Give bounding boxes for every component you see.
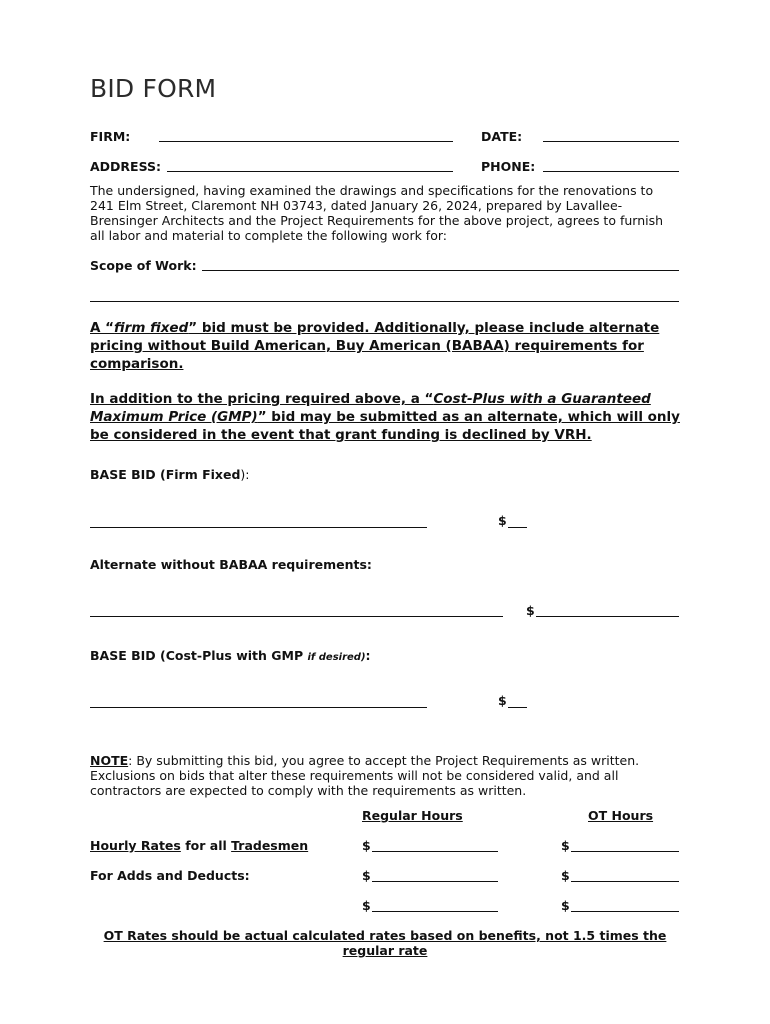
firm-fixed-notice: A “firm fixed” bid must be provided. Additionally, please include alternate pricing without Build American, Buy American (BABAA) requirements for comparison.	[90, 320, 660, 372]
scope-field-line-2[interactable]	[90, 301, 679, 302]
address-field[interactable]	[167, 171, 453, 172]
cost-plus-label: BASE BID (Cost-Plus with GMP if desired):	[90, 648, 371, 663]
extra-regular-field[interactable]	[372, 911, 498, 912]
address-label: ADDRESS:	[90, 159, 162, 174]
alternate-label: Alternate without BABAA requirements:	[90, 557, 372, 572]
scope-field-line-1[interactable]	[202, 270, 679, 271]
base-bid-description-field[interactable]	[90, 527, 427, 528]
base-bid-label: BASE BID (Firm Fixed):	[90, 467, 250, 482]
page-title: BID FORM	[90, 74, 217, 103]
extra-ot-dollar: $	[561, 898, 570, 913]
hourly-regular-field[interactable]	[372, 851, 498, 852]
gmp-notice: In addition to the pricing required above, a “Cost-Plus with a Guaranteed Maximum Price (GMP)” bid may be submitted as an alternate, which will only be considered in the event that grant funding is declined by VRH.	[90, 391, 680, 443]
hourly-ot-dollar: $	[561, 838, 570, 853]
phone-label: PHONE:	[481, 159, 536, 174]
cost-plus-amount-field[interactable]	[508, 707, 527, 708]
regular-hours-header: Regular Hours	[362, 808, 463, 823]
phone-field[interactable]	[543, 171, 679, 172]
adds-ot-dollar: $	[561, 868, 570, 883]
adds-ot-field[interactable]	[571, 881, 679, 882]
scope-label: Scope of Work:	[90, 258, 197, 273]
extra-ot-field[interactable]	[571, 911, 679, 912]
alternate-amount-field[interactable]	[536, 616, 679, 617]
hourly-rates-label: Hourly Rates for all Tradesmen	[90, 838, 309, 853]
base-bid-amount-field[interactable]	[508, 527, 527, 528]
cost-plus-description-field[interactable]	[90, 707, 427, 708]
intro-paragraph: The undersigned, having examined the drawings and specifications for the renovations to 241 Elm Street, Claremont NH 03743, dated January 26, 2024, prepared by Lavallee-Brensinger Architects and the Project Requirements for the above project, agrees to furnish all labor and material to complete the following work for:	[90, 183, 664, 243]
base-bid-dollar-sign: $	[498, 513, 507, 528]
hourly-regular-dollar: $	[362, 838, 371, 853]
adds-deducts-label: For Adds and Deducts:	[90, 868, 250, 883]
adds-regular-dollar: $	[362, 868, 371, 883]
date-field[interactable]	[543, 141, 679, 142]
alternate-description-field[interactable]	[90, 616, 503, 617]
date-label: DATE:	[481, 129, 523, 144]
firm-label: FIRM:	[90, 129, 131, 144]
note-paragraph: NOTE: By submitting this bid, you agree to accept the Project Requirements as written. Exclusions on bids that alter these requirements will not be considered valid, and all contractors are expected to comply with the requirements as written.	[90, 753, 640, 798]
cost-plus-dollar-sign: $	[498, 693, 507, 708]
adds-regular-field[interactable]	[372, 881, 498, 882]
hourly-ot-field[interactable]	[571, 851, 679, 852]
firm-field[interactable]	[159, 141, 453, 142]
ot-hours-header: OT Hours	[588, 808, 654, 823]
extra-regular-dollar: $	[362, 898, 371, 913]
ot-rates-footer: OT Rates should be actual calculated rates based on benefits, not 1.5 times the regular rate	[103, 928, 667, 958]
alternate-dollar-sign: $	[526, 603, 535, 618]
